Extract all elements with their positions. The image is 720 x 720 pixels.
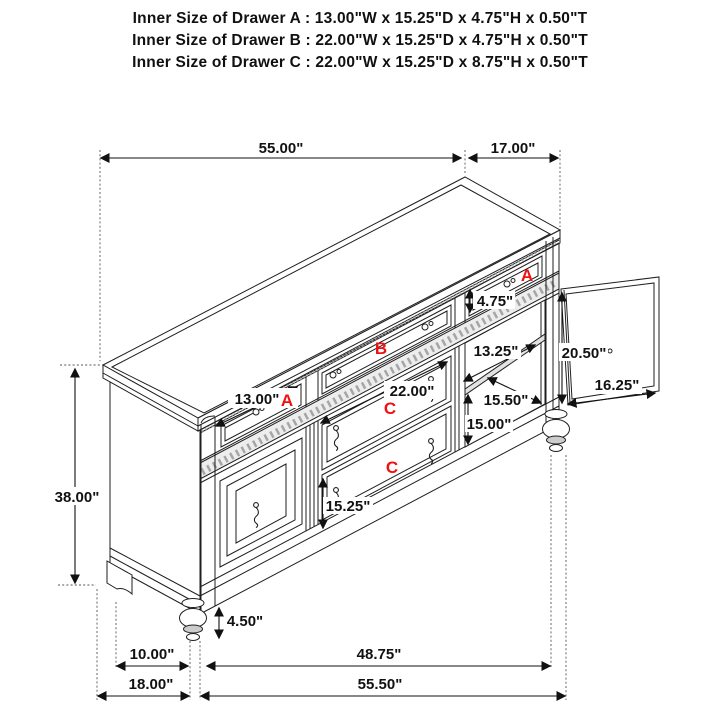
dim-label-opening-middle: 15.50": [483, 392, 529, 409]
dim-label-foot-inset: 10.00": [129, 646, 175, 663]
front-right-foot-tip: [550, 445, 563, 452]
front-right-foot-cap: [545, 410, 567, 419]
dim-label-door-width: 16.25": [594, 377, 640, 394]
drawer-label-c-lower: C: [385, 458, 399, 477]
drawer-knob: [511, 279, 515, 283]
dim-label-drawer-a-width: 13.00": [234, 391, 280, 408]
drawer-knob: [504, 281, 510, 287]
drawer-knob: [337, 370, 341, 374]
drawer-knob: [422, 324, 428, 330]
front-right-foot-ring: [547, 436, 566, 444]
dim-label-feet-span: 48.75": [356, 646, 402, 663]
drawer-spec-header: [0, 8, 720, 74]
spec-line-drawer-b: Inner Size of Drawer B : 22.00"W x 15.25"D x 4.75"H x 0.50"T: [132, 32, 588, 49]
drawer-label-b: B: [374, 339, 388, 358]
dim-label-drawer-c-width: 22.00": [389, 383, 435, 400]
dim-label-overall-height: 38.00": [54, 489, 100, 506]
dim-label-drawer-a-height: 4.75": [476, 293, 514, 310]
drawer-knob: [330, 372, 336, 378]
dim-label-top-depth: 17.00": [490, 140, 536, 157]
dim-label-overall-width: 55.50": [357, 676, 403, 693]
spec-line-drawer-a: Inner Size of Drawer A : 13.00"W x 15.25"D x 4.75"H x 0.50"T: [132, 10, 588, 27]
drawer-label-a-top-right: A: [520, 266, 534, 285]
front-left-foot-tip: [187, 634, 200, 641]
drawer-knob: [253, 409, 259, 415]
dresser-drawing: [103, 177, 659, 641]
drawer-knob: [429, 322, 433, 326]
front-left-foot-ring: [184, 625, 203, 633]
dim-label-drawer-c-face: 15.25": [325, 498, 371, 515]
dim-label-foot-height: 4.50": [226, 613, 264, 630]
drawer-label-a-top-left: A: [280, 391, 294, 410]
dim-label-overall-depth: 18.00": [128, 676, 174, 693]
dim-label-opening-bottom: 15.00": [466, 416, 512, 433]
dim-label-door-height: 20.50": [561, 345, 607, 362]
door-knob: [608, 349, 612, 353]
drawer-label-c-upper: C: [383, 399, 397, 418]
dim-label-top-width: 55.00": [258, 140, 304, 157]
front-left-foot-cap: [182, 599, 204, 608]
spec-line-drawer-c: Inner Size of Drawer C : 22.00"W x 15.25"D x 8.75"H x 0.50"T: [132, 54, 588, 71]
dim-label-shelf-width: 13.25": [473, 343, 519, 360]
